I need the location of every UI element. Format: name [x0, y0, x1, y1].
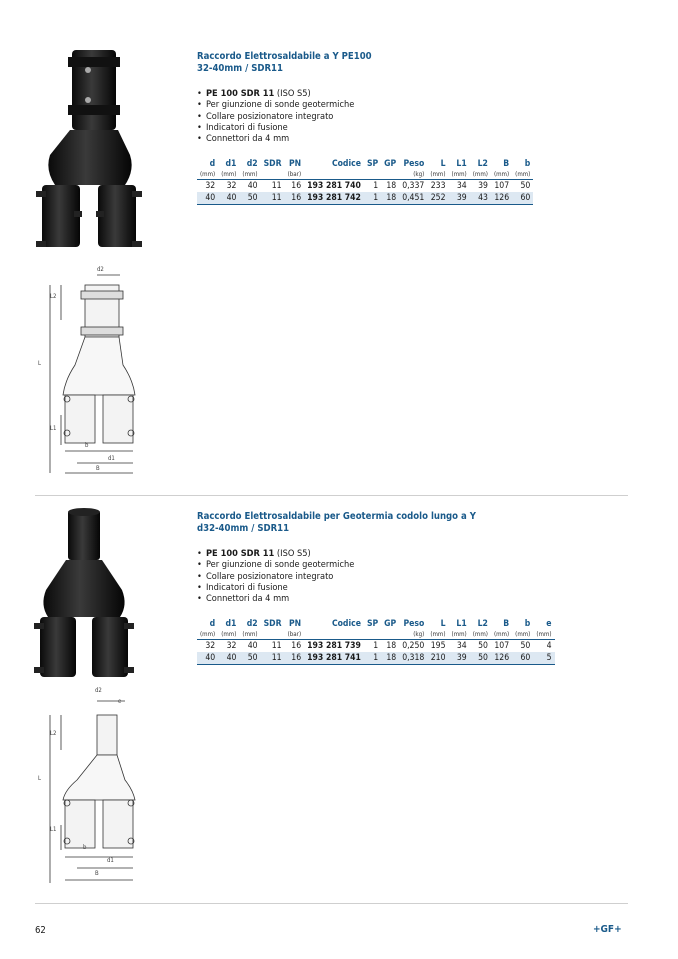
col-header: L1 — [456, 619, 467, 629]
section-title — [197, 51, 372, 75]
title-line-2: d32-40mm / SDR11 — [197, 523, 290, 534]
footer-divider — [35, 903, 628, 904]
title-line-1: Raccordo Elettrosaldabile a Y PE100 — [197, 51, 372, 62]
table-header-row — [197, 158, 533, 170]
col-header: b — [524, 619, 531, 629]
feature-item: • PE 100 SDR 11 (ISO S5) — [197, 548, 354, 559]
dim-label-l2: L2 — [50, 293, 57, 300]
table-units-row: (mm) (mm) (mm) (bar) (kg) (mm) (mm) (mm) (mm) (mm) — [197, 170, 533, 180]
title-line-2: 32-40mm / SDR11 — [197, 63, 283, 74]
gf-logo: +GF+ — [593, 924, 622, 935]
col-header: Peso — [403, 619, 425, 629]
feature-item: • Per giunzione di sonde geotermiche — [197, 559, 354, 570]
col-header: SDR — [263, 159, 282, 169]
col-header: L — [440, 619, 446, 629]
table-row: 40 40 50 11 16 193 281 741 1 18 0,318 210 39 50 126 60 5 — [197, 652, 555, 665]
col-header: d2 — [246, 619, 258, 629]
col-header: L2 — [477, 159, 488, 169]
col-header: GP — [384, 159, 397, 169]
product-photo-y-fitting-long-spigot — [30, 505, 150, 685]
col-header: L1 — [456, 159, 467, 169]
col-header: L — [440, 159, 446, 169]
table-row: 40 40 50 11 16 193 281 742 1 18 0,451 252 39 43 126 60 — [197, 192, 533, 205]
col-header: GP — [384, 619, 397, 629]
dim-label-l1: L1 — [50, 826, 57, 833]
col-header: Codice — [331, 619, 361, 629]
dim-label-l: L — [38, 775, 42, 782]
feature-item: • Indicatori di fusione — [197, 122, 354, 133]
feature-item: • PE 100 SDR 11 (ISO S5) — [197, 88, 354, 99]
section-divider — [35, 495, 628, 496]
col-header: SDR — [263, 619, 282, 629]
table-units-row: (mm) (mm) (mm) (bar) (kg) (mm) (mm) (mm) (mm) (mm) (mm) — [197, 630, 555, 640]
dim-label-l: L — [38, 360, 42, 367]
feature-list — [197, 548, 354, 604]
dim-label-e: e — [118, 698, 122, 705]
dim-label-l2: L2 — [50, 730, 57, 737]
dim-label-d1: d1 — [107, 857, 114, 864]
dim-label-b: b — [83, 844, 87, 851]
col-header: SP — [366, 619, 379, 629]
technical-drawing-2 — [35, 685, 145, 885]
col-header: B — [503, 619, 510, 629]
spec-table — [197, 618, 555, 665]
dim-label-l1: L1 — [50, 425, 57, 432]
table-header-row — [197, 618, 555, 630]
col-header: d — [209, 159, 216, 169]
spec-table — [197, 158, 533, 205]
product-photo-y-fitting — [30, 45, 150, 260]
col-header: d1 — [225, 619, 237, 629]
col-header: e — [546, 619, 552, 629]
col-header: PN — [289, 159, 302, 169]
col-header: SP — [366, 159, 379, 169]
col-header: Peso — [403, 159, 425, 169]
dim-label-B: B — [95, 870, 99, 877]
col-header: d1 — [225, 159, 237, 169]
table-row: 32 32 40 11 16 193 281 739 1 18 0,250 195 34 50 107 50 4 — [205, 641, 552, 651]
section-title — [197, 511, 476, 535]
dim-label-B: B — [96, 465, 100, 472]
dim-label-d1: d1 — [108, 455, 115, 462]
col-header: L2 — [477, 619, 488, 629]
feature-item: • Collare posizionatore integrato — [197, 111, 354, 122]
col-header: B — [503, 159, 510, 169]
feature-item: • Indicatori di fusione — [197, 582, 354, 593]
page-number: 62 — [35, 925, 46, 936]
feature-item: • Collare posizionatore integrato — [197, 571, 354, 582]
feature-list — [197, 88, 354, 144]
dim-label-b: b — [85, 442, 89, 449]
feature-item: • Connettori da 4 mm — [197, 593, 354, 604]
feature-item: • Per giunzione di sonde geotermiche — [197, 99, 354, 110]
col-header: PN — [289, 619, 302, 629]
table-row: 32 32 40 11 16 193 281 740 1 18 0,337 233 34 39 107 50 — [205, 181, 531, 191]
col-header: d — [209, 619, 216, 629]
col-header: Codice — [331, 159, 361, 169]
title-line-1: Raccordo Elettrosaldabile per Geotermia codolo lungo a Y — [197, 511, 476, 522]
col-header: d2 — [246, 159, 258, 169]
col-header: b — [524, 159, 531, 169]
dim-label-d2: d2 — [97, 266, 104, 273]
dim-label-d2: d2 — [95, 687, 102, 694]
feature-item: • Connettori da 4 mm — [197, 133, 354, 144]
